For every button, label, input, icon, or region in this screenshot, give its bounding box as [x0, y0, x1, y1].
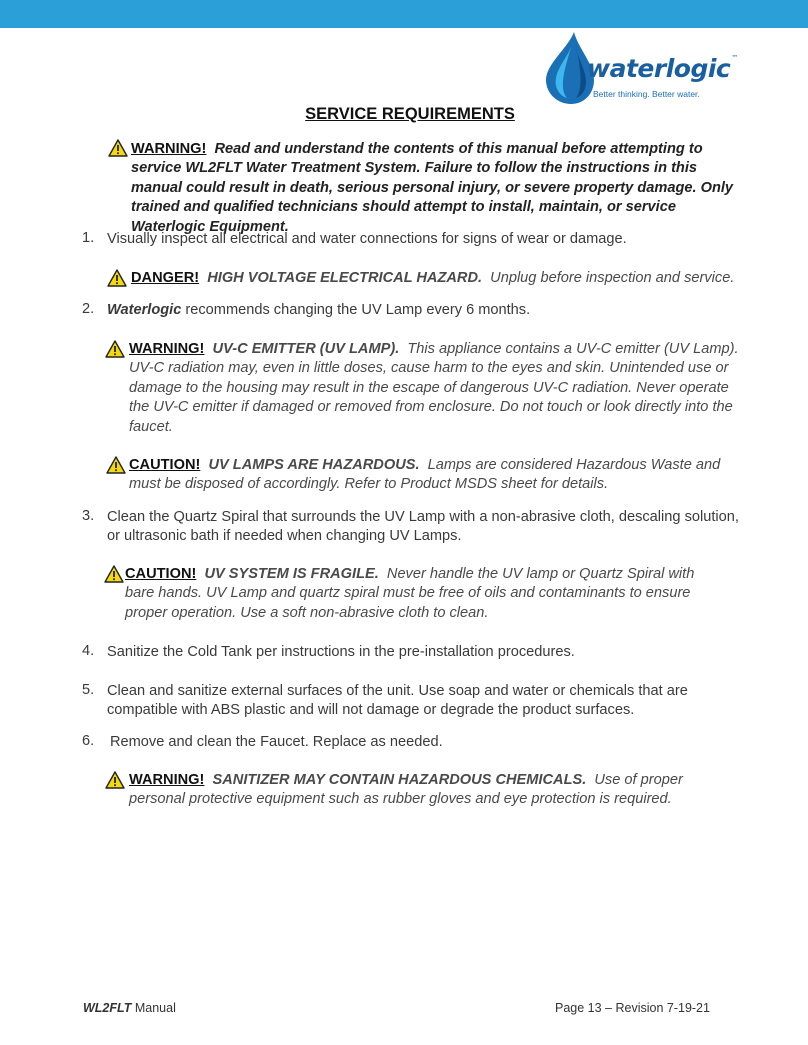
warning-label: WARNING!: [131, 141, 207, 157]
list-item: Waterlogic recommends changing the UV Lamp every 6 months.: [107, 302, 531, 318]
danger-note: DANGER! HIGH VOLTAGE ELECTRICAL HAZARD. Unplug before inspection and service.: [131, 270, 735, 286]
list-item: Visually inspect all electrical and water connections for signs of wear or damage.: [107, 231, 627, 247]
item-number: 5.: [82, 682, 95, 698]
warning-triangle-icon: [105, 771, 125, 789]
lamp-caution-note: CAUTION! UV LAMPS ARE HAZARDOUS. Lamps are considered Hazardous Waste and must be disposed of accordingly. Refer to Product MSDS sheet for details.: [129, 457, 721, 493]
footer-page-number: Page 13 – Revision 7-19-21: [555, 1001, 710, 1015]
intro-warning: WARNING! Read and understand the contents of this manual before attempting to service WL2FLT Water Treatment System. Failure to follow the instructions in this manual could result in death, serious personal injury, or severe property damage. Only trained and qualified technicians should attempt to install, maintain, or service Waterlogic Equipment.: [131, 141, 734, 235]
item-number: 1.: [82, 230, 95, 246]
footer-doc-title: WL2FLT Manual: [83, 1001, 176, 1015]
page-title: SERVICE REQUIREMENTS: [305, 105, 515, 123]
logo-tagline: Better thinking. Better water.: [593, 89, 700, 99]
logo-wordmark: waterlogic™: [587, 54, 738, 83]
list-item: Remove and clean the Faucet. Replace as needed.: [110, 734, 443, 750]
item-number: 2.: [82, 301, 95, 317]
warning-triangle-icon: [107, 269, 127, 287]
waterlogic-logo: [540, 30, 738, 106]
item-number: 4.: [82, 643, 95, 659]
list-item: Sanitize the Cold Tank per instructions in the pre-installation procedures.: [107, 644, 575, 660]
list-item: Clean and sanitize external surfaces of the unit. Use soap and water or chemicals that are compatible with ABS plastic and will not damage or degrade the product surfaces.: [107, 683, 688, 719]
list-item: Clean the Quartz Spiral that surrounds the UV Lamp with a non-abrasive cloth, descaling solution, or ultrasonic bath if needed when changing UV Lamps.: [107, 509, 739, 545]
caution-label: CAUTION!: [125, 566, 197, 582]
caution-label: CAUTION!: [129, 457, 201, 473]
warning-label: WARNING!: [129, 341, 205, 357]
uv-warning-note: WARNING! UV-C EMITTER (UV LAMP). This appliance contains a UV-C emitter (UV Lamp). UV-C radiation may, even in little doses, cause harm to the eyes and skin. Unintended use or damage to the housing may result in the escape of dangerous UV-C radiation. Never operate the UV-C emitter if damaged or removed from enclosure. Do not touch or look directly into the faucet.: [129, 341, 739, 435]
warning-triangle-icon: [106, 456, 126, 474]
warning-triangle-icon: [105, 340, 125, 358]
sanitizer-warning-note: WARNING! SANITIZER MAY CONTAIN HAZARDOUS CHEMICALS. Use of proper personal protective equipment such as rubber gloves and eye protection is required.: [129, 772, 683, 808]
item-number: 6.: [82, 733, 95, 749]
fragile-caution-note: CAUTION! UV SYSTEM IS FRAGILE. Never handle the UV lamp or Quartz Spiral with bare hands. UV Lamp and quartz spiral must be free of oils and contaminants to ensure proper operation. Use a soft non-abrasive cloth to clean.: [125, 566, 695, 621]
warning-label: WARNING!: [129, 772, 205, 788]
warning-triangle-icon: [104, 565, 124, 583]
danger-label: DANGER!: [131, 270, 200, 286]
item-number: 3.: [82, 508, 95, 524]
warning-triangle-icon: [108, 139, 128, 157]
header-bar: [0, 0, 808, 28]
